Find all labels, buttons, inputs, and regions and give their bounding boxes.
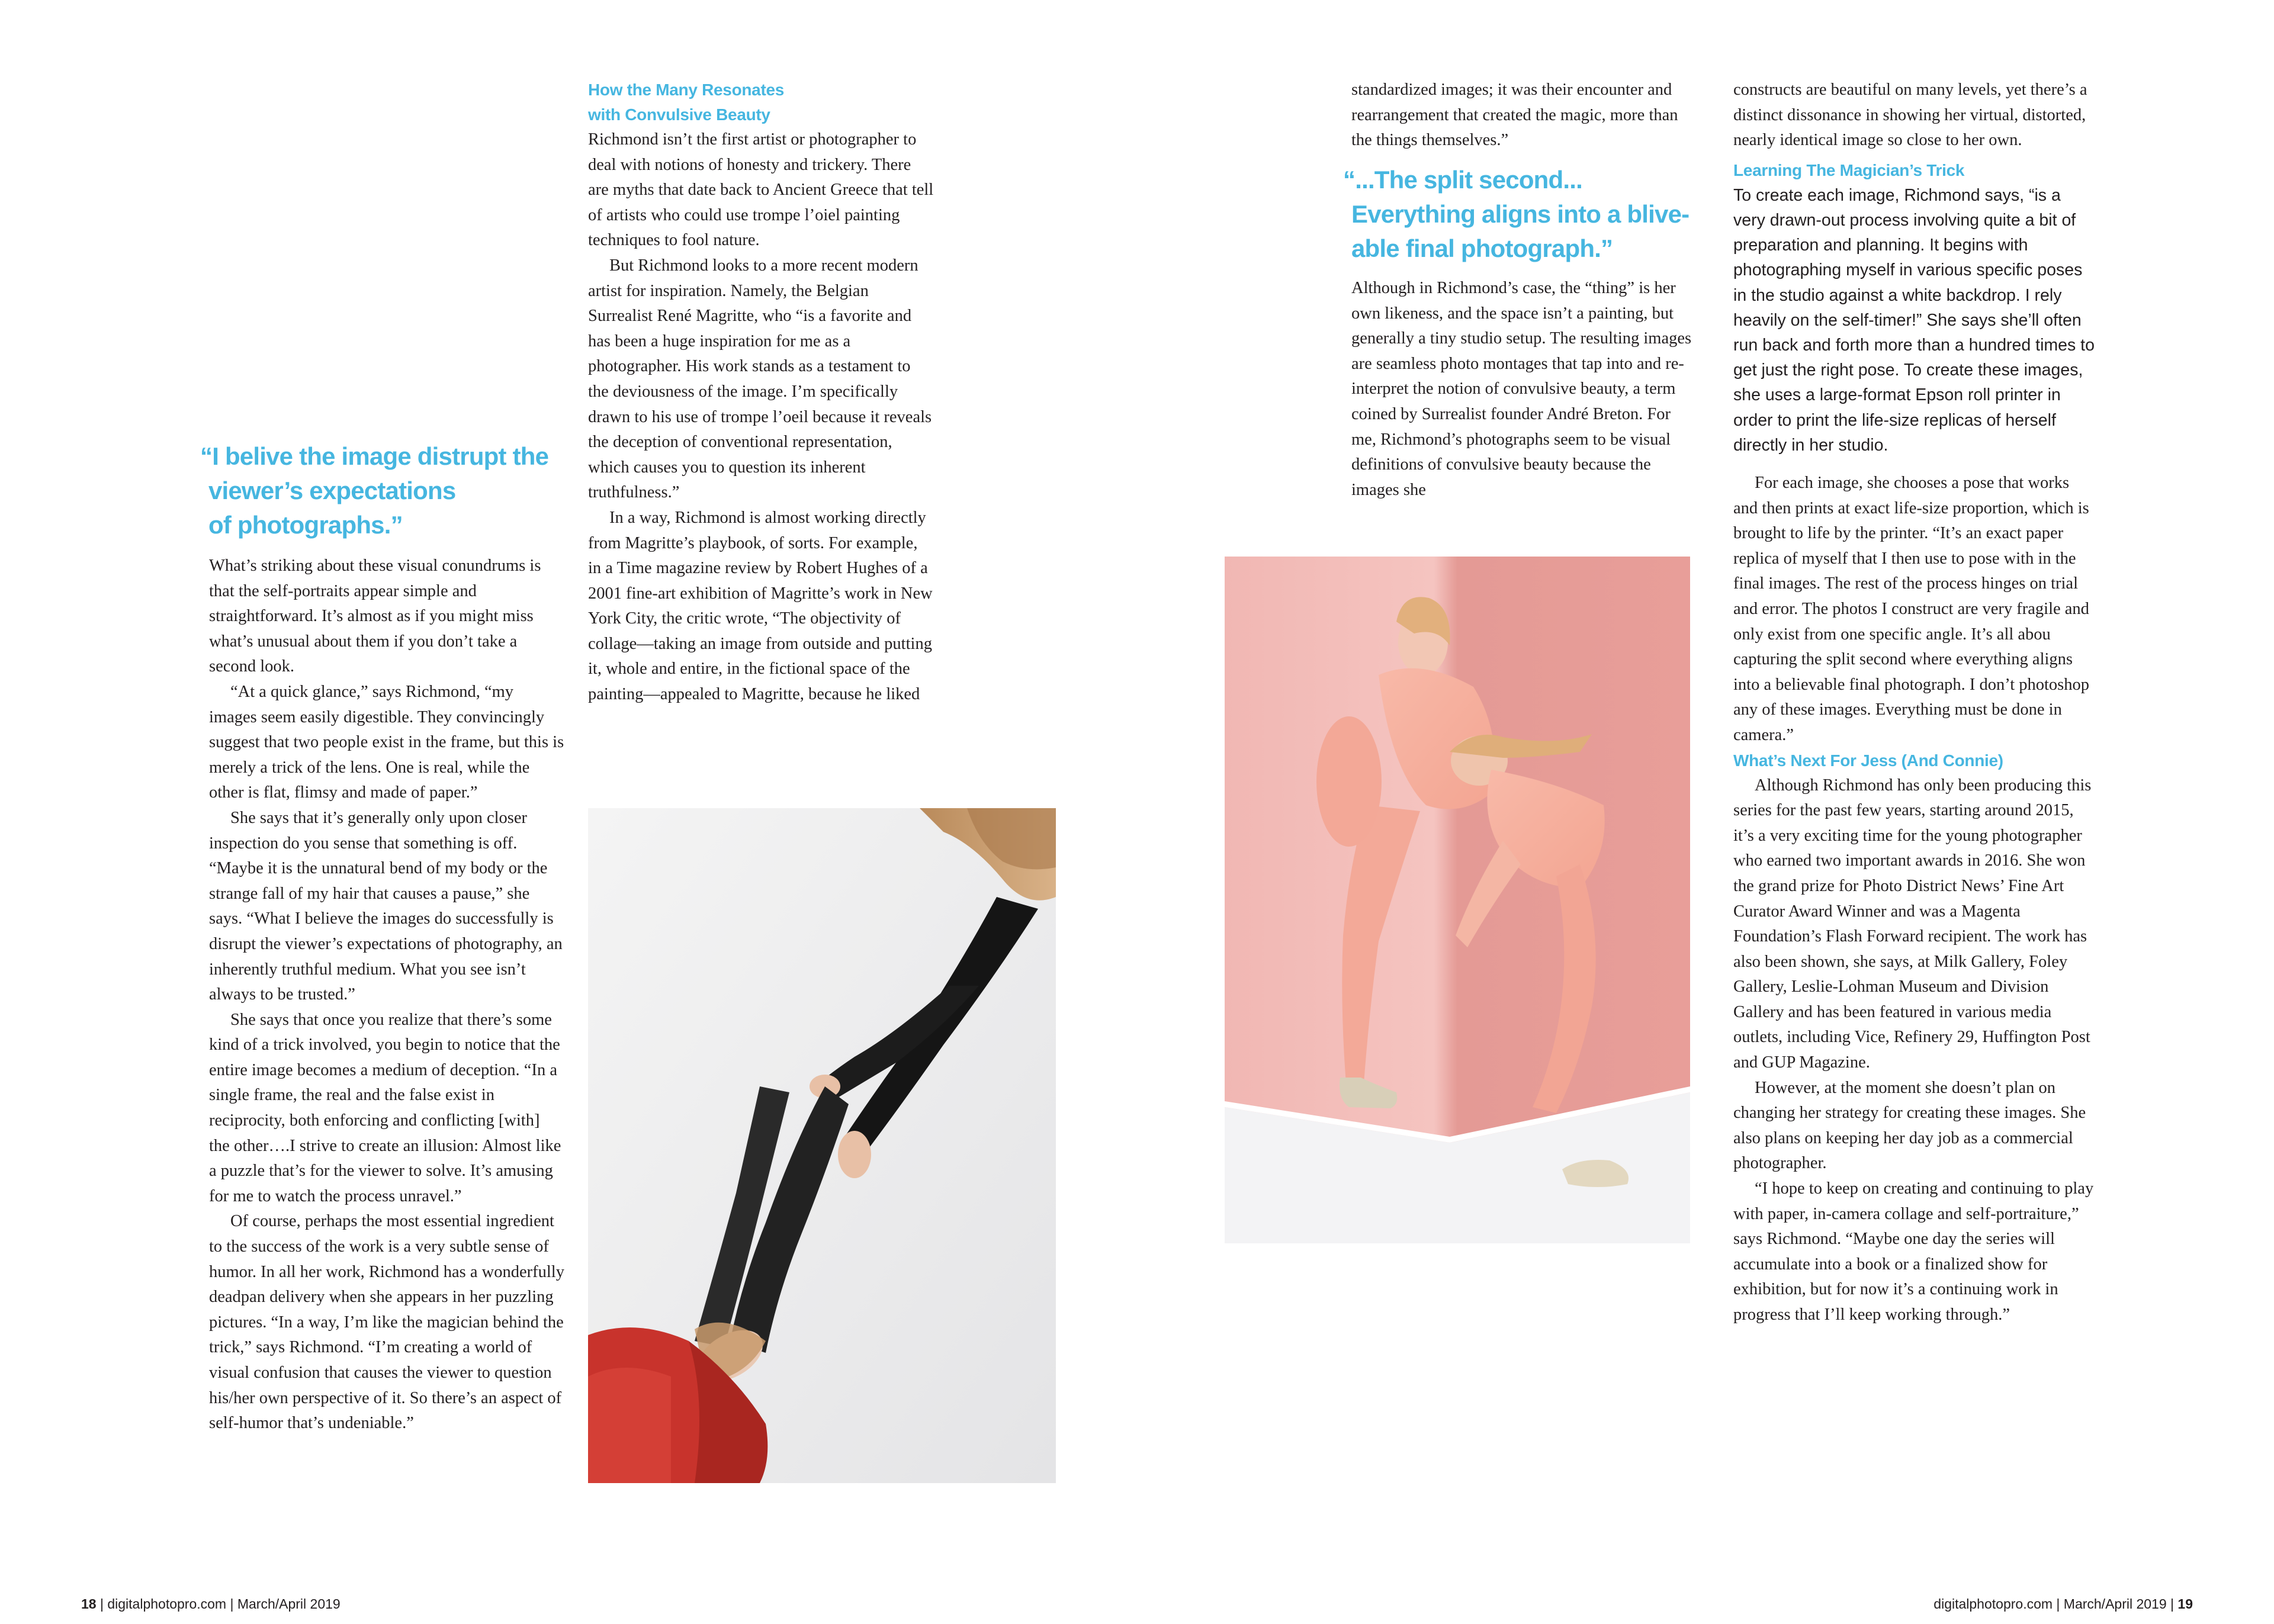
pull-quote-line: viewer’s expectations: [208, 477, 456, 504]
body-paragraph: “I hope to keep on creating and continuing to play with paper, in-camera collage and self-portraiture,” says Richmond. “Maybe one day the series will accumulate into a book or a finalized show for exhibition, but for now it’s a continuing work in progress that I’ll keep working through.”: [1733, 1179, 2094, 1324]
body-paragraph-sans: To create each image, Richmond says, “is a very drawn-out process involving quite a bit of preparation and planning. It begins with photographing myself in various specific poses in the studio against a white backdrop. I rely heavily on the self-timer!” She says she’ll often run back and forth more than a hundred times to get just the right pose. To create these images, she uses a large-format Epson roll printer in order to print the life-size replicas of herself directly in her studio.: [1733, 185, 2095, 455]
pull-quote-line: Everything aligns into a blive-: [1351, 200, 1690, 228]
pull-quote-line: able final photograph.”: [1351, 234, 1613, 262]
body-paragraph: Although Richmond has only been producing this series for the past few years, starting around 2015, it’s a very exciting time for the young photographer who earned two important awards in 2016. She won the grand prize for Photo District News’ Fine Art Curator Award Winner and was a Magenta Foundation’s Flash Forward recipient. The work has also been shown, she says, at Milk Gallery, Foley Gallery, Leslie-Lohman Museum and Division Gallery and has been featured in various media outlets, including Vice, Refinery 29, Huffington Post and GUP Magazine.: [1733, 776, 2092, 1072]
body-paragraph: But Richmond looks to a more recent modern artist for inspiration. Namely, the Belgian Surrealist René Magritte, who “is a favorite and has been a huge inspiration for me as a photographer. His work stands as a testament to the deviousness of the image. I’m specifically drawn to his use of trompe l’oeil because it reveals the deception of conventional representation, which causes you to question its inherent truthfulness.”: [588, 256, 932, 502]
pull-quote-1: [200, 439, 567, 542]
footer-left: [81, 1596, 341, 1612]
photo-red-chair: [588, 808, 1056, 1483]
footer-text: | digitalphotopro.com | March/April 2019: [99, 1596, 341, 1612]
body-paragraph: Although in Richmond’s case, the “thing” is her own likeness, and the space isn’t a painting, but generally a tiny studio setup. The resulting images are seamless photo montages that tap into and re-interpret the notion of convulsive beauty, a term coined by Surrealist founder André Breton. For me, Richmond’s photographs seem to be visual definitions of convulsive beauty because the images she: [1351, 279, 1692, 499]
section-heading: Learning The Magician’s Trick: [1733, 160, 1965, 179]
page-number: 19: [2177, 1596, 2193, 1612]
body-paragraph: For each image, she chooses a pose that works and then prints at exact life-size proportion, which is brought to life by the printer. “It’s an exact paper replica of myself that I then use to pose with in the final images. The rest of the process hinges on trial and error. The photos I construct are very fragile and only exist from one specific angle. It’s all abou capturing the split second where everything aligns into a believable final photograph. I don’t photoshop any of these images. Everything must be done in camera.”: [1733, 474, 2090, 744]
pull-quote-line: of photographs.”: [208, 511, 403, 539]
body-paragraph: In a way, Richmond is almost working directly from Magritte’s playbook, of sorts. For example, in a Time magazine review by Robert Hughes of a 2001 fine-art exhibition of Magritte’s work in New York City, the critic wrote, “The objectivity of collage—taking an image from outside and putting it, whole and entire, in the fictional space of the painting—appealed to Magritte, because he liked: [588, 508, 933, 704]
section-heading-line: with Convulsive Beauty: [588, 105, 770, 124]
body-paragraph: Of course, perhaps the most essential ingredient to the success of the work is a very subtle sense of humor. In all her work, Richmond has a wonderfully deadpan delivery when she appears in her puzzling pictures. “In a way, I’m like the magician behind the trick,” says Richmond. “I’m creating a world of visual confusion that causes the viewer to question his/her own perspective of it. So there’s an aspect of self-humor that’s undeniable.”: [209, 1212, 564, 1433]
pull-quote-2: [1343, 163, 1698, 266]
section-heading-line: How the Many Resonates: [588, 81, 785, 99]
pull-quote-line: “...The split second...: [1343, 166, 1582, 194]
column-2: [588, 78, 934, 708]
column-3-bottom: [1351, 276, 1695, 503]
body-paragraph: constructs are beautiful on many levels, yet there’s a distinct dissonance in showing her virtual, distorted, nearly identical image so close to her own.: [1733, 81, 2087, 150]
column-3-top: [1351, 78, 1695, 153]
pull-quote-line: “I belive the image distrupt the: [200, 442, 549, 470]
body-paragraph: “At a quick glance,” says Richmond, “my images seem easily digestible. They convincingly suggest that two people exist in the frame, but this is merely a trick of the lens. One is real, while the other is flat, flimsy and made of paper.”: [209, 682, 564, 802]
section-heading: What’s Next For Jess (And Connie): [1733, 751, 2003, 770]
column-4: [1733, 78, 2095, 1328]
body-paragraph: She says that once you realize that there’s some kind of a trick involved, you begin to notice that the entire image becomes a medium of deception. “In a single frame, the real and the false exist in reciprocity, both enforcing and conflicting [with] the other….I strive to create an illusion: Almost like a puzzle that’s for the viewer to solve. It’s amusing for me to watch the process unravel.”: [209, 1010, 561, 1205]
photo-red-chair-illustration: [588, 808, 1056, 1483]
photo-pink-corner: [1225, 557, 1690, 1243]
body-paragraph: Richmond isn’t the first artist or photographer to deal with notions of honesty and trickery. There are myths that date back to Ancient Greece that tell of artists who could use trompe l’oiel painting techniques to fool nature.: [588, 130, 934, 250]
footer-right: [1933, 1596, 2193, 1612]
body-paragraph: However, at the moment she doesn’t plan on changing her strategy for creating these images. She also plans on keeping her day job as a commercial photographer.: [1733, 1078, 2086, 1173]
body-paragraph: What’s striking about these visual conundrums is that the self-portraits appear simple and straightforward. It’s almost as if you might miss what’s unusual about them if you don’t take a second look.: [209, 557, 541, 676]
column-1: [209, 554, 564, 1436]
section-heading: [588, 78, 934, 127]
photo-pink-corner-illustration: [1225, 557, 1690, 1243]
footer-text: digitalphotopro.com | March/April 2019 |: [1933, 1596, 2175, 1612]
body-paragraph: She says that it’s generally only upon closer inspection do you sense that something is off. “Maybe it is the unnatural bend of my body or the strange fall of my hair that causes a pause,” she says. “What I believe the images do successfully is disrupt the viewer’s expectations of photography, an inherently truthful medium. What you see isn’t always to be trusted.”: [209, 808, 563, 1004]
body-paragraph: standardized images; it was their encounter and rearrangement that created the magic, more than the things themselves.”: [1351, 81, 1678, 150]
page-number: 18: [81, 1596, 97, 1612]
